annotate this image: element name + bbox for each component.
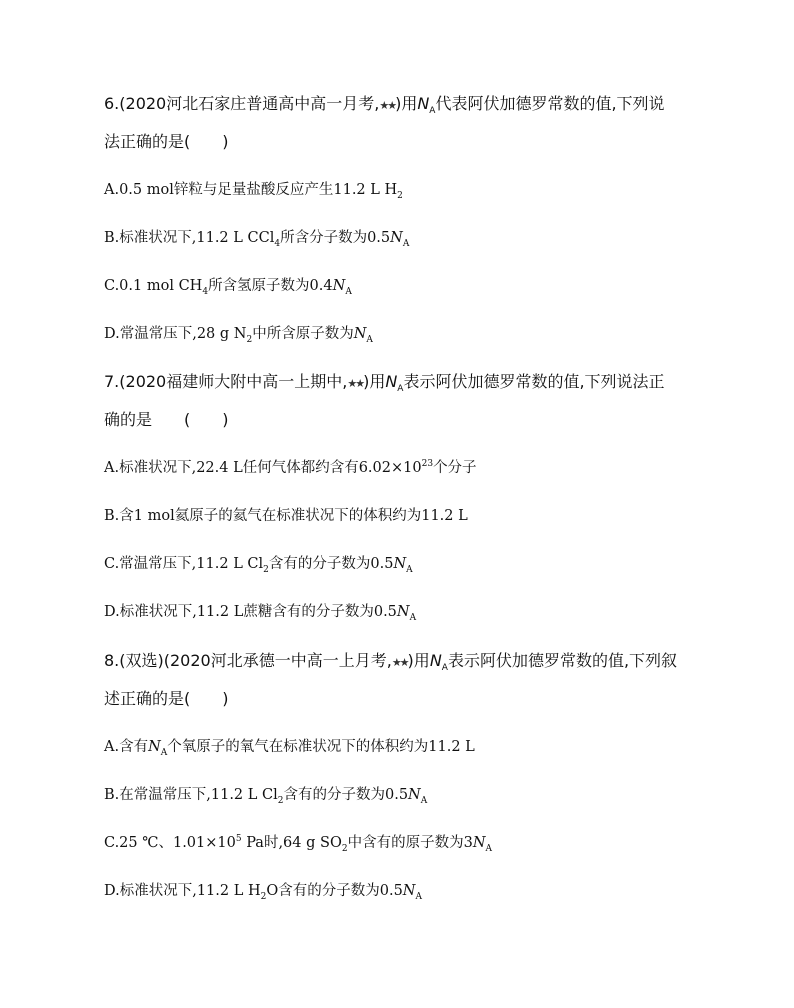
question-6-option-c: C.0.1 mol $CH_4$所含氢原子数为$0.4N_A$ [104,278,352,297]
question-7-option-a: A.标准状况下,22.4 L任何气体都约含有$6.02\times 10^{23}$个分子 [104,459,477,476]
question-8-stem-line1: 8.(双选)(2020河北承德一中高一上月考,★★)用$N_A$表示阿伏加德罗常数的值,下列叙 [104,651,678,674]
question-6-option-a: A.0.5 mol锌粒与足量盐酸反应产生11.2 L $H_2$ [104,182,403,201]
question-6-stem-line2: 法正确的是( ) [104,132,229,151]
question-7-option-b: B.含1 mol氦原子的氦气在标准状况下的体积约为11.2 L [104,508,468,524]
question-8-option-d: D.标准状况下,11.2 L $H_2O$含有的分子数为$0.5N_A$ [104,883,422,902]
question-6-stem-line1: 6.(2020河北石家庄普通高中高一月考,★★)用$N_A$代表阿伏加德罗常数的值,下列说 [104,94,665,117]
difficulty-stars-icon: ★★ [347,377,364,390]
difficulty-stars-icon: ★★ [391,656,408,669]
question-7-option-d: D.标准状况下,11.2 L蔗糖含有的分子数为$0.5N_A$ [104,604,417,623]
question-6-option-b: B.标准状况下,11.2 L CCl$_4$所含分子数为$0.5N_A$ [104,230,410,249]
question-7-option-c: C.常温常压下,11.2 L $Cl_2$含有的分子数为$0.5N_A$ [104,556,413,575]
question-6-option-d: D.常温常压下,28 g $N_2$中所含原子数为$N_A$ [104,326,373,345]
question-7-stem-line2: 确的是 ( ) [104,410,229,429]
difficulty-stars-icon: ★★ [379,99,396,112]
question-8-option-c: C.25 ℃、$1.01\times 10^5$ Pa时,64 g $SO_2$中含有的原子数为$3N_A$ [104,834,492,854]
question-8-option-a: A.含有$N_A$个氧原子的氧气在标准状况下的体积约为11.2 L [104,739,475,758]
question-7-stem-line1: 7.(2020福建师大附中高一上期中,★★)用$N_A$表示阿伏加德罗常数的值,下列说法正 [104,372,665,395]
question-8-option-b: B.在常温常压下,11.2 L $Cl_2$含有的分子数为$0.5N_A$ [104,787,428,806]
question-8-stem-line2: 述正确的是( ) [104,689,229,708]
